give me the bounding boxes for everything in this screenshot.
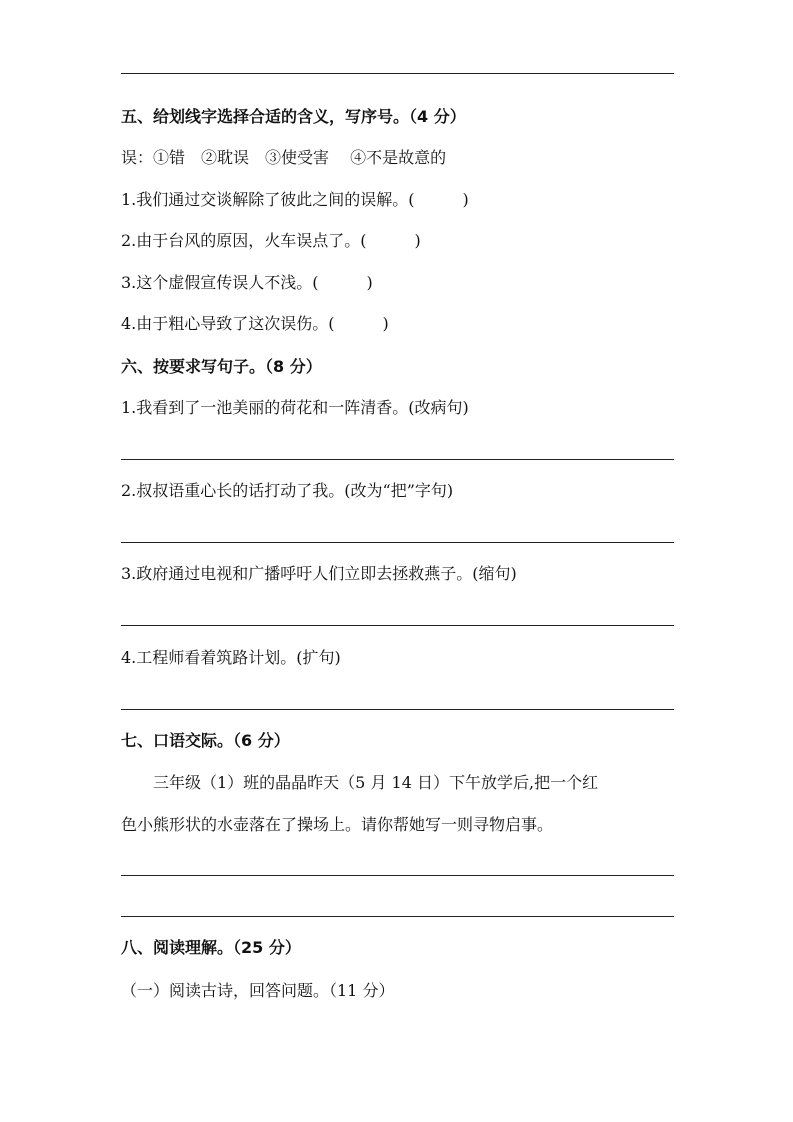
answer-line-5: [121, 875, 674, 876]
section6-heading: 六、按要求写句子。（8 分）: [121, 357, 322, 376]
section7-paragraph-line-1: 三年级（1）班的晶晶昨天（5 月 14 日）下午放学后,把一个红: [121, 773, 599, 792]
section8-subheading: （一）阅读古诗，回答问题。（11 分）: [121, 981, 395, 1000]
section5-item-1: 1.我们通过交谈解除了彼此之间的误解。( ): [121, 190, 469, 209]
section6-item-4: 4.工程师看着筑路计划。(扩句): [121, 648, 341, 667]
section5-item-2: 2.由于台风的原因，火车误点了。( ): [121, 231, 421, 250]
section7-heading: 七、口语交际。（6 分）: [121, 731, 290, 750]
section5-options: 误：①错 ②耽误 ③使受害 ④不是故意的: [121, 148, 447, 167]
section7-paragraph-line-2: 色小熊形状的水壶落在了操场上。请你帮她写一则寻物启事。: [121, 815, 554, 834]
answer-line-3: [121, 625, 674, 626]
section6-item-2: 2.叔叔语重心长的话打动了我。(改为“把”字句): [121, 481, 454, 500]
section5-item-3: 3.这个虚假宣传误人不浅。( ): [121, 273, 373, 292]
section6-item-3: 3.政府通过电视和广播呼吁人们立即去拯救燕子。(缩句): [121, 564, 517, 583]
section5-item-4: 4.由于粗心导致了这次误伤。( ): [121, 314, 389, 333]
answer-line-2: [121, 542, 674, 543]
section5-heading: 五、给划线字选择合适的含义，写序号。（4 分）: [121, 107, 466, 126]
section8-heading: 八、阅读理解。（25 分）: [121, 938, 301, 957]
answer-line-4: [121, 709, 674, 710]
answer-line-6: [121, 916, 674, 917]
answer-line-1: [121, 459, 674, 460]
top-rule: [121, 73, 674, 74]
section6-item-1: 1.我看到了一池美丽的荷花和一阵清香。(改病句): [121, 398, 469, 417]
